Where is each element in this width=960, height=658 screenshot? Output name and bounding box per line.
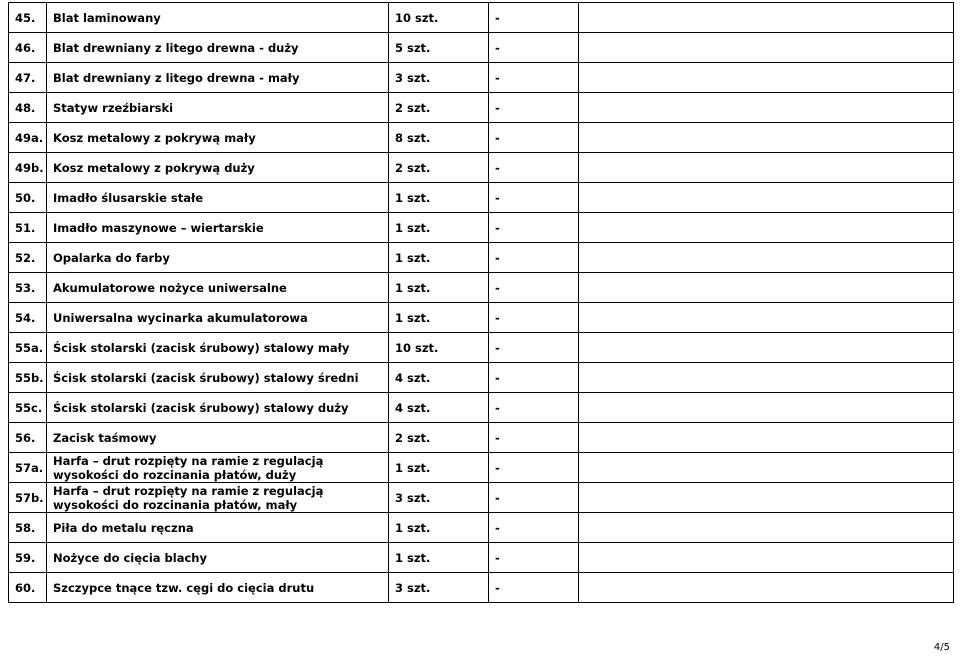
item-value: - [489, 423, 579, 453]
empty-cell [579, 543, 954, 573]
table-row [9, 393, 954, 423]
table-row [9, 243, 954, 273]
item-name: Statyw rzeźbiarski [47, 93, 389, 123]
empty-cell [579, 33, 954, 63]
item-name: Szczypce tnące tzw. cęgi do cięcia drutu [47, 573, 389, 603]
empty-cell [579, 153, 954, 183]
item-value: - [489, 453, 579, 483]
empty-cell [579, 123, 954, 153]
empty-cell [579, 303, 954, 333]
item-value: - [489, 303, 579, 333]
table-row [9, 453, 954, 483]
item-value: - [489, 183, 579, 213]
item-value: - [489, 513, 579, 543]
empty-cell [579, 513, 954, 543]
item-name: Blat drewniany z litego drewna - duży [47, 33, 389, 63]
inventory-table [8, 2, 954, 603]
table-row [9, 213, 954, 243]
item-value: - [489, 153, 579, 183]
row-number: 60. [9, 573, 47, 603]
item-value: - [489, 333, 579, 363]
item-name: Akumulatorowe nożyce uniwersalne [47, 273, 389, 303]
table-row [9, 273, 954, 303]
item-quantity: 5 szt. [389, 33, 489, 63]
empty-cell [579, 3, 954, 33]
empty-cell [579, 333, 954, 363]
row-number: 52. [9, 243, 47, 273]
item-quantity: 1 szt. [389, 543, 489, 573]
item-value: - [489, 483, 579, 513]
row-number: 49a. [9, 123, 47, 153]
item-name: Blat laminowany [47, 3, 389, 33]
row-number: 55c. [9, 393, 47, 423]
table-row [9, 573, 954, 603]
item-quantity: 3 szt. [389, 63, 489, 93]
empty-cell [579, 393, 954, 423]
item-value: - [489, 3, 579, 33]
item-quantity: 1 szt. [389, 303, 489, 333]
table-row [9, 543, 954, 573]
empty-cell [579, 63, 954, 93]
table-row [9, 483, 954, 513]
item-value: - [489, 573, 579, 603]
row-number: 51. [9, 213, 47, 243]
item-value: - [489, 393, 579, 423]
table-row [9, 423, 954, 453]
item-name: Opalarka do farby [47, 243, 389, 273]
item-value: - [489, 273, 579, 303]
item-value: - [489, 63, 579, 93]
item-quantity: 2 szt. [389, 93, 489, 123]
item-quantity: 10 szt. [389, 3, 489, 33]
row-number: 59. [9, 543, 47, 573]
item-quantity: 1 szt. [389, 183, 489, 213]
item-name: Nożyce do cięcia blachy [47, 543, 389, 573]
item-name: Kosz metalowy z pokrywą duży [47, 153, 389, 183]
item-quantity: 8 szt. [389, 123, 489, 153]
row-number: 53. [9, 273, 47, 303]
row-number: 55b. [9, 363, 47, 393]
item-quantity: 4 szt. [389, 393, 489, 423]
item-quantity: 3 szt. [389, 483, 489, 513]
empty-cell [579, 243, 954, 273]
table-row [9, 123, 954, 153]
table-row [9, 33, 954, 63]
row-number: 47. [9, 63, 47, 93]
item-value: - [489, 123, 579, 153]
table-row [9, 513, 954, 543]
table-row [9, 183, 954, 213]
row-number: 57a. [9, 453, 47, 483]
item-name: Imadło maszynowe – wiertarskie [47, 213, 389, 243]
item-quantity: 1 szt. [389, 243, 489, 273]
item-value: - [489, 543, 579, 573]
item-quantity: 4 szt. [389, 363, 489, 393]
item-quantity: 1 szt. [389, 273, 489, 303]
item-quantity: 1 szt. [389, 213, 489, 243]
item-quantity: 2 szt. [389, 153, 489, 183]
row-number: 49b. [9, 153, 47, 183]
row-number: 56. [9, 423, 47, 453]
table-row [9, 93, 954, 123]
item-name: Uniwersalna wycinarka akumulatorowa [47, 303, 389, 333]
row-number: 48. [9, 93, 47, 123]
table-row [9, 333, 954, 363]
empty-cell [579, 273, 954, 303]
item-quantity: 1 szt. [389, 513, 489, 543]
table-row [9, 3, 954, 33]
table-row [9, 63, 954, 93]
item-value: - [489, 33, 579, 63]
item-name: Ścisk stolarski (zacisk śrubowy) stalowy duży [47, 393, 389, 423]
table-row [9, 153, 954, 183]
table-row [9, 303, 954, 333]
item-value: - [489, 363, 579, 393]
page-number: 4/5 [933, 642, 950, 653]
empty-cell [579, 213, 954, 243]
item-quantity: 2 szt. [389, 423, 489, 453]
item-quantity: 10 szt. [389, 333, 489, 363]
empty-cell [579, 363, 954, 393]
item-name: Ścisk stolarski (zacisk śrubowy) stalowy mały [47, 333, 389, 363]
empty-cell [579, 573, 954, 603]
item-name: Harfa – drut rozpięty na ramie z regulacją wysokości do rozcinania płatów, mały [47, 483, 389, 513]
item-name: Harfa – drut rozpięty na ramie z regulacją wysokości do rozcinania płatów, duży [47, 453, 389, 483]
empty-cell [579, 423, 954, 453]
item-quantity: 1 szt. [389, 453, 489, 483]
empty-cell [579, 93, 954, 123]
table-row [9, 363, 954, 393]
item-value: - [489, 213, 579, 243]
row-number: 57b. [9, 483, 47, 513]
item-name: Blat drewniany z litego drewna - mały [47, 63, 389, 93]
empty-cell [579, 183, 954, 213]
row-number: 50. [9, 183, 47, 213]
item-name: Ścisk stolarski (zacisk śrubowy) stalowy średni [47, 363, 389, 393]
row-number: 58. [9, 513, 47, 543]
item-name: Zacisk taśmowy [47, 423, 389, 453]
row-number: 54. [9, 303, 47, 333]
item-quantity: 3 szt. [389, 573, 489, 603]
row-number: 55a. [9, 333, 47, 363]
item-name: Kosz metalowy z pokrywą mały [47, 123, 389, 153]
item-name: Piła do metalu ręczna [47, 513, 389, 543]
item-value: - [489, 93, 579, 123]
item-value: - [489, 243, 579, 273]
item-name: Imadło ślusarskie stałe [47, 183, 389, 213]
row-number: 45. [9, 3, 47, 33]
empty-cell [579, 453, 954, 483]
empty-cell [579, 483, 954, 513]
row-number: 46. [9, 33, 47, 63]
